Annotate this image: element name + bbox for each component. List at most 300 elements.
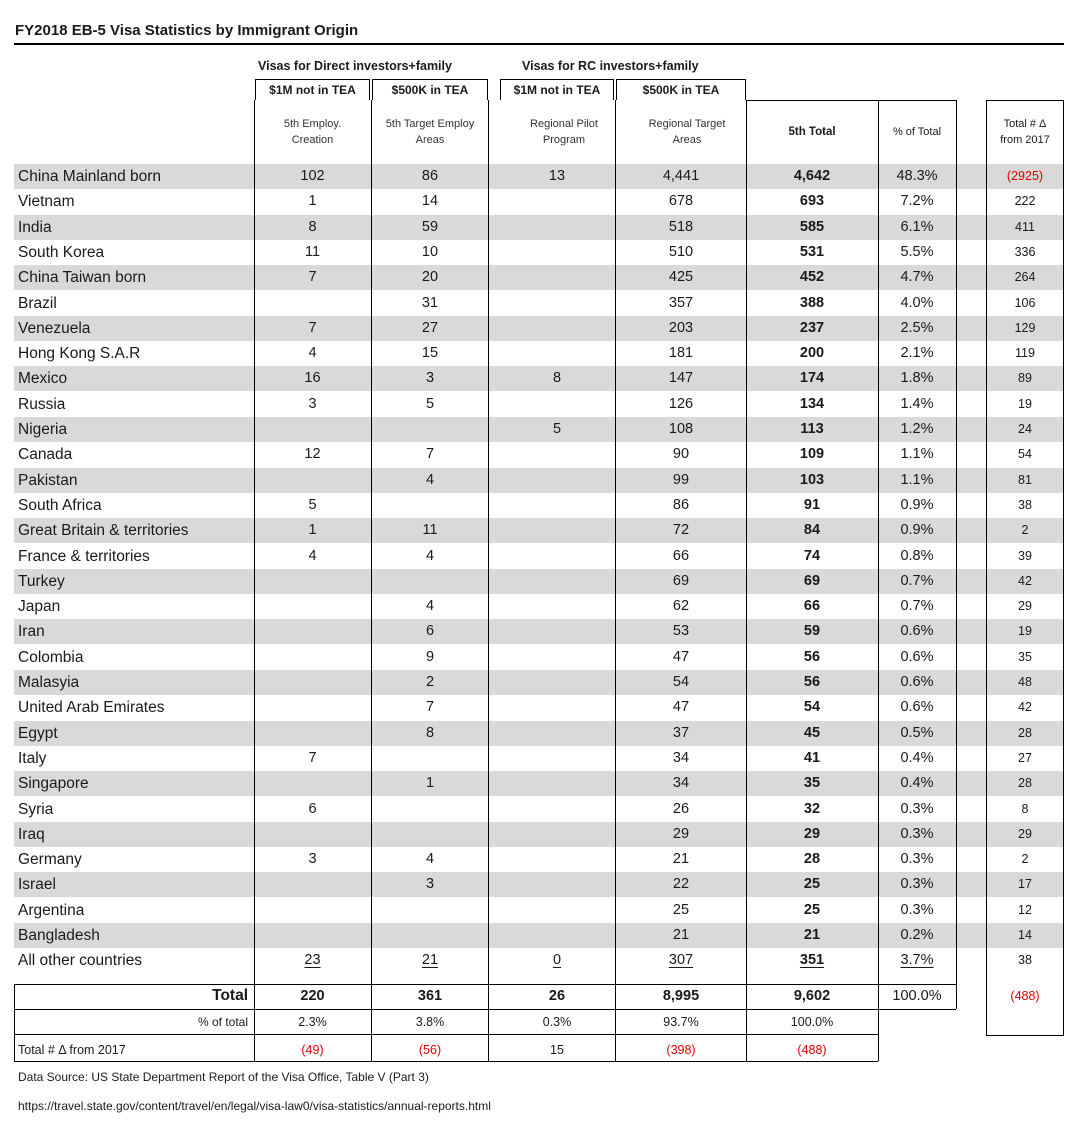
country-name: Hong Kong S.A.R: [18, 345, 141, 363]
cell-c1: [255, 291, 370, 316]
country-name: India: [18, 218, 52, 236]
group-header-direct: Visas for Direct investors+family: [258, 59, 452, 73]
table-row: [14, 417, 1064, 442]
grid-line: [986, 100, 987, 1036]
cell-c1: 6: [308, 800, 317, 817]
country-name: South Korea: [18, 243, 105, 261]
cell-c3: 8: [552, 370, 562, 387]
col-header-total: 5th Total: [788, 126, 836, 138]
cell-c3: [500, 645, 614, 670]
col-sub-c4: $500K in TEA: [616, 79, 746, 100]
cell-c3: [500, 569, 614, 594]
cell-total: 109: [799, 446, 825, 463]
country-name: Malasyia: [18, 674, 80, 691]
col-sub-c2: $500K in TEA: [372, 79, 488, 100]
cell-c4: 26: [672, 800, 690, 817]
cell-pct: 0.7%: [900, 598, 934, 615]
country-name: Singapore: [18, 775, 89, 793]
cell-c2: [372, 822, 488, 847]
country-name: United Arab Emirates: [18, 699, 165, 717]
cell-c1: 7: [308, 269, 317, 286]
cell-c2: 21: [421, 952, 439, 969]
cell-c4: 357: [668, 294, 694, 311]
cell-c1: 7: [308, 319, 317, 336]
cell-c2: 3: [425, 876, 435, 893]
table-row: [14, 746, 1064, 771]
cell-c3: [500, 341, 614, 366]
cell-c3: [500, 822, 614, 847]
cell-total: 693: [799, 193, 825, 210]
table-row: [14, 366, 1064, 391]
cell-c4: 37: [672, 724, 690, 741]
cell-c2: 9: [425, 648, 435, 665]
col-desc-c4: Regional Target Areas: [648, 118, 726, 146]
cell-c4: 47: [672, 648, 690, 665]
cell-c1: 3: [308, 395, 317, 412]
cell-total: 29: [803, 825, 821, 842]
cell-total: 452: [799, 269, 825, 286]
cell-pct: 0.3%: [900, 800, 934, 817]
cell-pct: 48.3%: [896, 168, 938, 184]
pct-c4: 93.7%: [663, 1015, 699, 1029]
cell-c2: [372, 493, 488, 518]
table-row: [14, 493, 1064, 518]
grid-line: [254, 100, 255, 985]
table-row: [14, 721, 1064, 746]
col-desc-c2: 5th Target Employ Areas: [385, 118, 475, 146]
col-sub-c3: $1M not in TEA: [500, 79, 614, 100]
cell-c3: 5: [552, 421, 562, 437]
cell-c2: [372, 417, 488, 442]
cell-c1: [255, 898, 370, 923]
cell-total: 21: [803, 927, 821, 943]
cell-c1: [255, 923, 370, 948]
cell-delta: 89: [1018, 371, 1032, 386]
cell-c3: [500, 468, 614, 493]
table-row: [14, 164, 1064, 189]
cell-c1: 4: [308, 345, 317, 362]
cell-delta: 42: [1018, 573, 1032, 588]
country-name: Syria: [18, 800, 54, 818]
cell-c1: [255, 619, 370, 644]
country-name: Egypt: [18, 724, 58, 742]
cell-c1: 11: [304, 243, 321, 260]
cell-pct: 2.5%: [900, 319, 934, 336]
pct-of-total-label: % of total: [197, 1015, 248, 1029]
cell-delta: 35: [1018, 649, 1032, 664]
total-grand: 9,602: [793, 988, 831, 1004]
cell-total: 585: [799, 218, 825, 235]
cell-c3: [500, 240, 614, 265]
data-source-note: Data Source: US State Department Report of the Visa Office, Table V (Part 3): [18, 1070, 429, 1084]
cell-c2: 6: [425, 623, 435, 640]
cell-c4: 425: [668, 269, 694, 286]
cell-delta: 2: [1021, 523, 1029, 538]
country-name: France & territories: [18, 547, 150, 565]
cell-total: 35: [803, 775, 821, 792]
cell-c3: [500, 923, 614, 948]
total-c3: 26: [548, 988, 566, 1004]
cell-total: 66: [803, 598, 821, 615]
country-name: All other countries: [18, 952, 143, 970]
cell-c4: 108: [668, 421, 694, 437]
cell-c4: 203: [668, 319, 694, 336]
cell-c2: 59: [421, 218, 439, 235]
cell-c3: [500, 771, 614, 796]
table-row: [14, 518, 1064, 543]
cell-c2: 8: [425, 724, 435, 741]
cell-c2: 10: [421, 243, 439, 260]
cell-pct: 1.4%: [900, 395, 934, 412]
cell-pct: 0.8%: [900, 547, 934, 564]
country-name: Pakistan: [18, 471, 78, 489]
cell-c1: 5: [308, 496, 317, 513]
cell-total: 531: [799, 243, 825, 260]
table-row: [14, 797, 1064, 822]
total-c4: 8,995: [662, 988, 700, 1004]
cell-c3: [500, 442, 614, 467]
cell-c3: [500, 594, 614, 619]
cell-delta: 8: [1021, 801, 1029, 816]
country-name: Russia: [18, 395, 66, 413]
table-row: [14, 822, 1064, 847]
cell-c3: [500, 265, 614, 290]
cell-delta: (2925): [1006, 169, 1044, 183]
cell-pct: 4.7%: [900, 269, 934, 286]
country-name: China Taiwan born: [18, 269, 147, 287]
cell-c3: [500, 797, 614, 822]
cell-c3: [500, 518, 614, 543]
cell-c3: [500, 898, 614, 923]
country-name: China Mainland born: [18, 168, 162, 185]
cell-c4: 181: [668, 345, 694, 362]
cell-c4: 34: [672, 775, 690, 792]
cell-pct: 4.0%: [900, 294, 934, 311]
cell-pct: 1.1%: [900, 471, 934, 488]
title-underline: [14, 43, 1064, 45]
cell-total: 54: [803, 699, 821, 716]
total-delta: (488): [1010, 989, 1040, 1003]
cell-pct: 0.7%: [900, 572, 934, 589]
cell-c1: 12: [304, 446, 321, 463]
cell-c1: [255, 771, 370, 796]
cell-c2: 20: [421, 269, 439, 286]
cell-total: 56: [803, 674, 821, 690]
grid-line: [986, 1035, 1064, 1036]
table-row: [14, 923, 1064, 948]
cell-delta: 17: [1018, 877, 1032, 892]
cell-delta: 39: [1018, 548, 1032, 563]
cell-c2: 4: [425, 547, 435, 564]
cell-c3: [500, 872, 614, 897]
cell-c4: 62: [672, 598, 690, 615]
cell-delta: 129: [1014, 320, 1036, 335]
cell-total: 388: [799, 294, 825, 311]
table-row: [14, 847, 1064, 872]
cell-c4: 69: [672, 572, 690, 589]
cell-c3: [500, 721, 614, 746]
table-row: [14, 468, 1064, 493]
country-name: Bangladesh: [18, 927, 100, 944]
cell-delta: 38: [1018, 497, 1032, 512]
cell-total: 113: [800, 421, 824, 437]
cell-c1: 16: [304, 370, 321, 387]
country-name: Canada: [18, 446, 73, 464]
country-name: Nigeria: [18, 421, 68, 438]
cell-c2: 4: [425, 598, 435, 615]
total-pct: 100.0%: [892, 988, 942, 1004]
cell-total: 41: [803, 749, 821, 766]
cell-c4: 510: [668, 243, 694, 260]
cell-c1: [255, 872, 370, 897]
delta-total: (488): [797, 1043, 827, 1057]
cell-pct: 0.2%: [900, 927, 934, 943]
cell-c4: 678: [668, 193, 694, 210]
cell-delta: 19: [1018, 396, 1032, 411]
cell-delta: 24: [1018, 422, 1032, 436]
cell-pct: 0.3%: [900, 851, 934, 868]
cell-c4: 147: [668, 370, 694, 387]
cell-delta: 28: [1018, 776, 1032, 791]
table-row: [14, 341, 1064, 366]
cell-c4: 29: [672, 825, 690, 842]
cell-c1: [255, 417, 370, 442]
cell-c2: [372, 569, 488, 594]
grid-line: [1063, 100, 1064, 1036]
cell-total: 25: [803, 901, 821, 918]
cell-c2: 1: [425, 775, 435, 792]
cell-pct: 0.6%: [900, 623, 934, 640]
cell-total: 56: [803, 648, 821, 665]
cell-c4: 126: [668, 395, 694, 412]
cell-pct: 5.5%: [900, 243, 934, 260]
grid-line: [371, 100, 372, 1061]
cell-total: 237: [799, 319, 825, 336]
cell-delta: 411: [1015, 219, 1035, 234]
cell-c4: 90: [672, 446, 690, 463]
grid-line: [878, 100, 879, 1061]
country-name: Colombia: [18, 648, 84, 666]
cell-c4: 25: [672, 901, 690, 918]
cell-c4: 518: [668, 218, 694, 235]
cell-c1: [255, 569, 370, 594]
cell-total: 134: [799, 395, 825, 412]
col-desc-c3: Regional Pilot Program: [530, 118, 598, 146]
cell-c1: 1: [308, 522, 317, 539]
cell-c4: 53: [672, 623, 690, 640]
cell-c2: [372, 923, 488, 948]
cell-delta: 106: [1014, 295, 1036, 310]
cell-pct: 0.4%: [900, 749, 934, 766]
grid-line: [14, 985, 15, 1061]
cell-delta: 28: [1018, 725, 1032, 740]
table-row: [14, 569, 1064, 594]
country-name: Germany: [18, 851, 82, 869]
cell-c4: 99: [672, 471, 690, 488]
cell-delta: 29: [1018, 599, 1032, 614]
cell-c2: 2: [425, 674, 435, 690]
cell-total: 32: [803, 800, 821, 817]
grid-line: [488, 100, 489, 1061]
cell-delta: 2: [1021, 852, 1029, 867]
cell-c1: 8: [308, 218, 317, 235]
cell-pct: 1.2%: [900, 421, 934, 437]
cell-c3: 0: [552, 952, 562, 969]
cell-c1: [255, 645, 370, 670]
cell-c3: [500, 189, 614, 214]
grid-line: [956, 100, 957, 1009]
total-c1: 220: [300, 988, 325, 1004]
cell-c4: 21: [672, 851, 690, 868]
source-url[interactable]: https://travel.state.gov/content/travel/en/legal/visa-law0/visa-statistics/annual-reports.html: [18, 1099, 491, 1113]
table-row: [14, 189, 1064, 214]
cell-c2: 7: [425, 446, 435, 463]
cell-c1: 23: [304, 952, 321, 969]
cell-total: 84: [803, 522, 821, 539]
totals-label: Total: [212, 987, 248, 1004]
cell-c4: 47: [672, 699, 690, 716]
cell-c2: [372, 797, 488, 822]
cell-c1: 7: [308, 749, 317, 766]
cell-total: 4,642: [793, 168, 831, 184]
cell-c4: 4,441: [662, 168, 700, 184]
country-name: Venezuela: [18, 319, 91, 337]
pct-c2: 3.8%: [415, 1015, 445, 1029]
cell-delta: 222: [1014, 194, 1036, 209]
cell-pct: 0.5%: [900, 724, 934, 741]
cell-c2: [372, 746, 488, 771]
cell-pct: 1.8%: [900, 370, 934, 387]
cell-c4: 34: [672, 749, 690, 766]
cell-delta: 19: [1018, 624, 1032, 639]
cell-pct: 0.6%: [900, 699, 934, 716]
cell-total: 45: [803, 724, 821, 741]
cell-c3: [500, 619, 614, 644]
cell-delta: 119: [1015, 346, 1035, 361]
cell-c1: 3: [308, 851, 317, 868]
table-row: [14, 442, 1064, 467]
cell-c2: 5: [425, 395, 435, 412]
cell-delta: 54: [1018, 447, 1032, 462]
cell-pct: 0.6%: [900, 648, 934, 665]
cell-c4: 72: [672, 522, 690, 539]
cell-c1: 4: [308, 547, 317, 564]
cell-c2: [372, 898, 488, 923]
cell-total: 200: [799, 345, 825, 362]
cell-c3: 13: [548, 168, 566, 184]
grid-line: [14, 1034, 878, 1035]
cell-delta: 27: [1018, 750, 1032, 765]
cell-delta: 48: [1018, 675, 1032, 689]
cell-c4: 21: [672, 927, 690, 943]
pct-c3: 0.3%: [542, 1015, 572, 1029]
cell-total: 351: [799, 952, 825, 969]
delta-c3: 15: [550, 1043, 564, 1057]
cell-c3: [500, 746, 614, 771]
cell-pct: 3.7%: [900, 952, 934, 969]
pct-total: 100.0%: [790, 1015, 834, 1029]
delta-2017-label: Total # Δ from 2017: [18, 1043, 126, 1057]
col-sub-c1: $1M not in TEA: [255, 79, 370, 100]
cell-c3: [500, 544, 614, 569]
country-name: Italy: [18, 749, 47, 767]
cell-c2: 4: [425, 471, 435, 488]
cell-delta: 81: [1018, 472, 1032, 487]
cell-c3: [500, 215, 614, 240]
cell-delta: 14: [1018, 928, 1032, 942]
cell-c3: [500, 670, 614, 695]
country-name: Israel: [18, 876, 56, 894]
cell-c3: [500, 316, 614, 341]
cell-pct: 0.3%: [900, 876, 934, 893]
cell-c2: 11: [422, 522, 438, 539]
table-row: [14, 291, 1064, 316]
cell-c1: [255, 594, 370, 619]
cell-total: 59: [803, 623, 821, 640]
table-row: [14, 771, 1064, 796]
country-name: Mexico: [18, 370, 68, 388]
table-row: [14, 670, 1064, 695]
delta-c1: (49): [301, 1043, 324, 1057]
table-row: [14, 316, 1064, 341]
country-name: South Africa: [18, 496, 102, 514]
cell-delta: 38: [1018, 953, 1032, 968]
cell-c2: 31: [421, 294, 439, 311]
cell-c3: [500, 493, 614, 518]
cell-c3: [500, 291, 614, 316]
cell-pct: 2.1%: [900, 345, 934, 362]
cell-delta: 42: [1018, 700, 1032, 715]
cell-c1: [255, 670, 370, 695]
cell-c1: 1: [308, 193, 317, 210]
table-row: [14, 872, 1064, 897]
cell-total: 25: [803, 876, 821, 893]
cell-total: 91: [803, 496, 821, 513]
grid-line: [14, 1009, 956, 1010]
grid-line: [986, 100, 1064, 101]
cell-delta: 264: [1014, 270, 1036, 285]
cell-total: 28: [803, 851, 821, 868]
col-desc-c1: 5th Employ. Creation: [283, 118, 342, 146]
cell-pct: 0.3%: [900, 825, 934, 842]
table-row: [14, 645, 1064, 670]
country-name: Argentina: [18, 901, 85, 919]
country-name: Iran: [18, 623, 45, 641]
country-name: Turkey: [18, 572, 65, 590]
cell-c2: 27: [421, 319, 439, 336]
country-name: Brazil: [18, 294, 57, 312]
cell-c1: [255, 468, 370, 493]
cell-delta: 29: [1018, 826, 1032, 841]
table-row: [14, 594, 1064, 619]
country-name: Great Britain & territories: [18, 522, 189, 540]
grid-line: [14, 1061, 878, 1062]
cell-c2: 15: [421, 345, 439, 362]
country-name: Iraq: [18, 825, 45, 843]
cell-c2: 3: [425, 370, 435, 387]
table-row: [14, 240, 1064, 265]
grid-line: [254, 985, 255, 1061]
cell-total: 74: [803, 547, 821, 564]
delta-c2: (56): [418, 1043, 442, 1057]
cell-c2: 4: [425, 851, 435, 868]
cell-c2: 7: [425, 699, 435, 716]
grid-line: [14, 984, 956, 985]
cell-c4: 66: [672, 547, 690, 564]
col-header-delta: Total # Δ from 2017: [1000, 118, 1050, 146]
cell-c4: 86: [672, 496, 690, 513]
table-row: [14, 695, 1064, 720]
